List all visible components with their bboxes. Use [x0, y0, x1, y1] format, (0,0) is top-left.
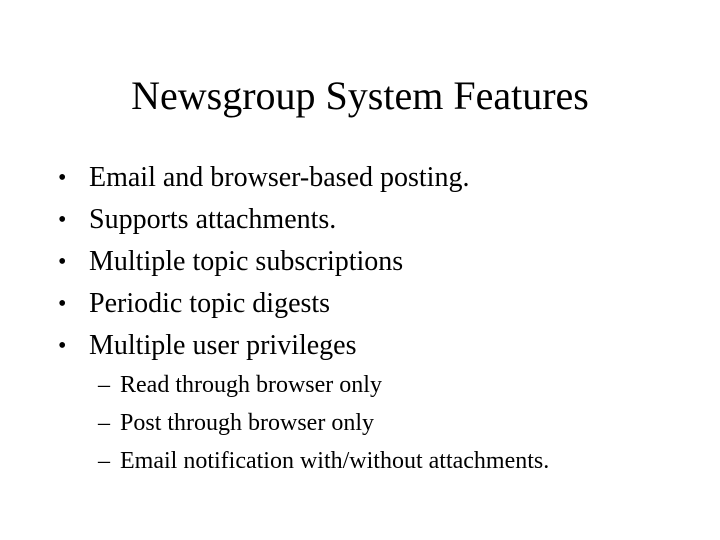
sub-bullet-item [98, 404, 698, 442]
slide-title: Newsgroup System Features [131, 73, 589, 118]
sub-bullet-text: Email notification with/without attachments. [120, 448, 550, 474]
bullet-marker: • [58, 291, 67, 317]
sub-bullet-text: Post through browser only [120, 410, 374, 436]
bullet-item [58, 241, 698, 283]
bullet-item [58, 199, 698, 241]
sub-bullet-item [98, 366, 698, 404]
bullet-item [58, 283, 698, 325]
sub-bullet-marker: – [98, 448, 110, 474]
bullet-marker: • [58, 165, 67, 191]
bullet-marker: • [58, 249, 67, 275]
bullet-item [58, 157, 698, 199]
bullet-item [58, 325, 698, 367]
sub-bullet-marker: – [98, 410, 110, 436]
bullet-text: Periodic topic digests [89, 288, 331, 319]
bullet-text: Multiple user privileges [89, 330, 357, 361]
bullet-marker: • [58, 207, 67, 233]
sub-bullet-list [98, 366, 698, 480]
sub-bullet-marker: – [98, 372, 110, 398]
sub-bullet-text: Read through browser only [120, 372, 382, 398]
bullet-list [58, 157, 698, 367]
bullet-text: Email and browser-based posting. [89, 162, 470, 193]
bullet-text: Multiple topic subscriptions [89, 246, 404, 277]
bullet-marker: • [58, 333, 67, 359]
bullet-text: Supports attachments. [89, 204, 337, 235]
sub-bullet-item [98, 442, 698, 480]
